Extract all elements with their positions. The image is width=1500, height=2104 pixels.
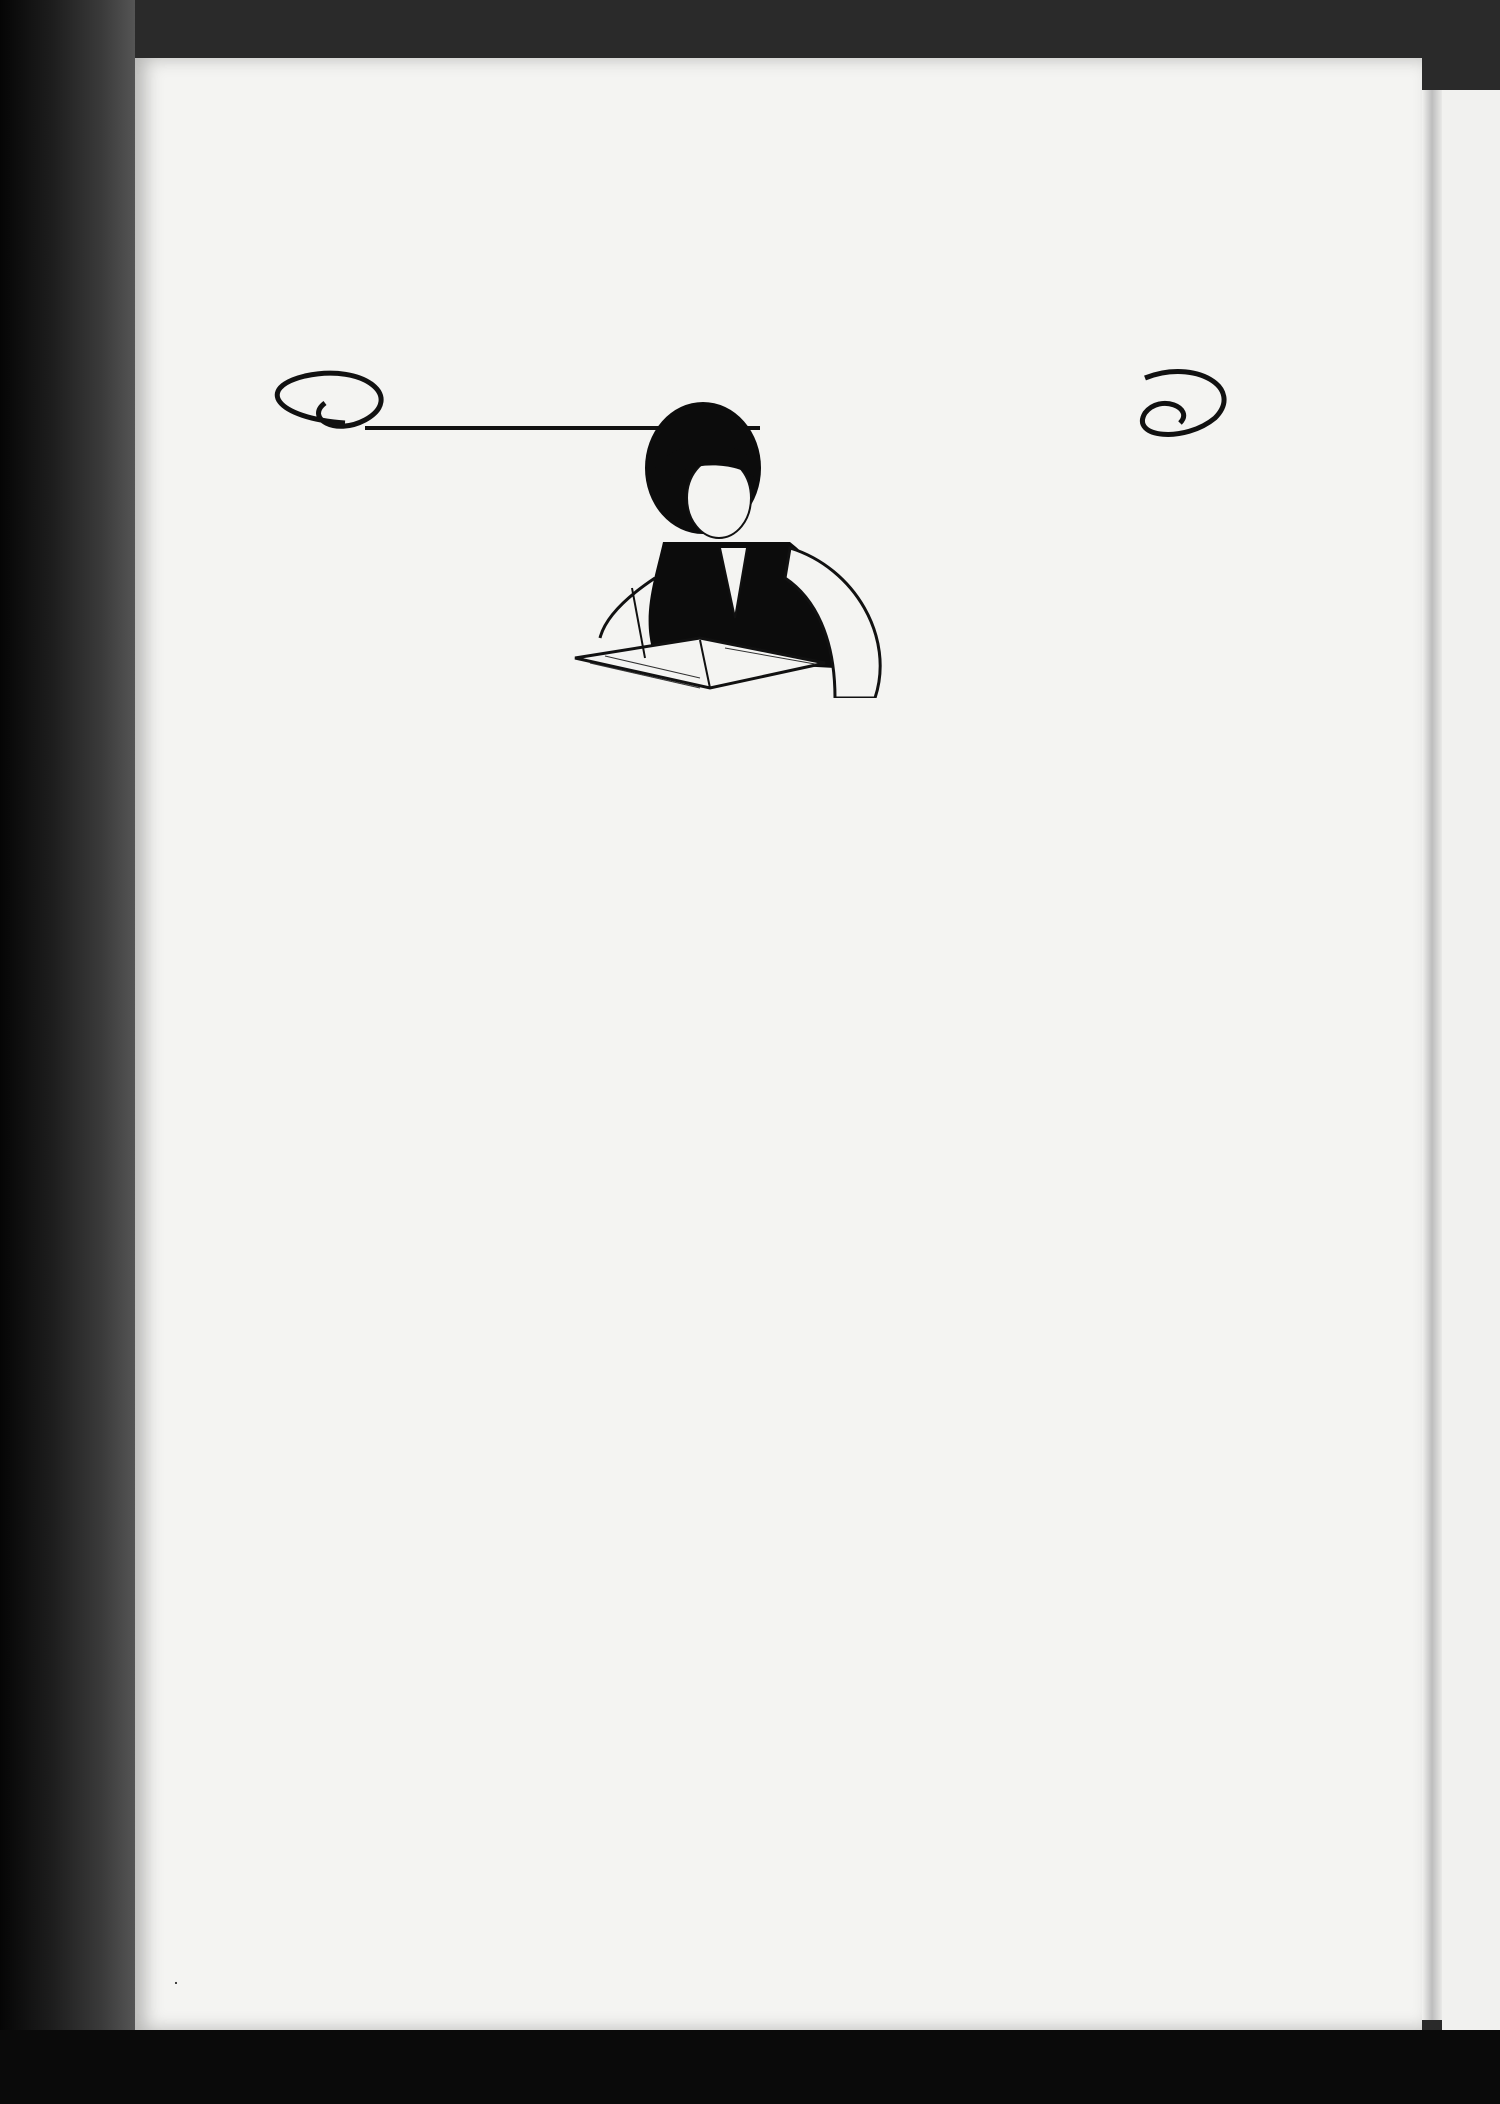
magazine-page: [135, 58, 1422, 2030]
page-number: ·: [173, 1973, 179, 1993]
scan-left-margin: [0, 0, 135, 2104]
scan-bottom-margin: [0, 2030, 1500, 2104]
next-page-edge: [1442, 90, 1500, 2030]
left-flourish: [277, 373, 381, 426]
illustration-wrap-right: [575, 488, 735, 633]
right-flourish: [1142, 372, 1224, 435]
page-gutter: [1422, 90, 1442, 2020]
right-column: [575, 488, 1132, 633]
